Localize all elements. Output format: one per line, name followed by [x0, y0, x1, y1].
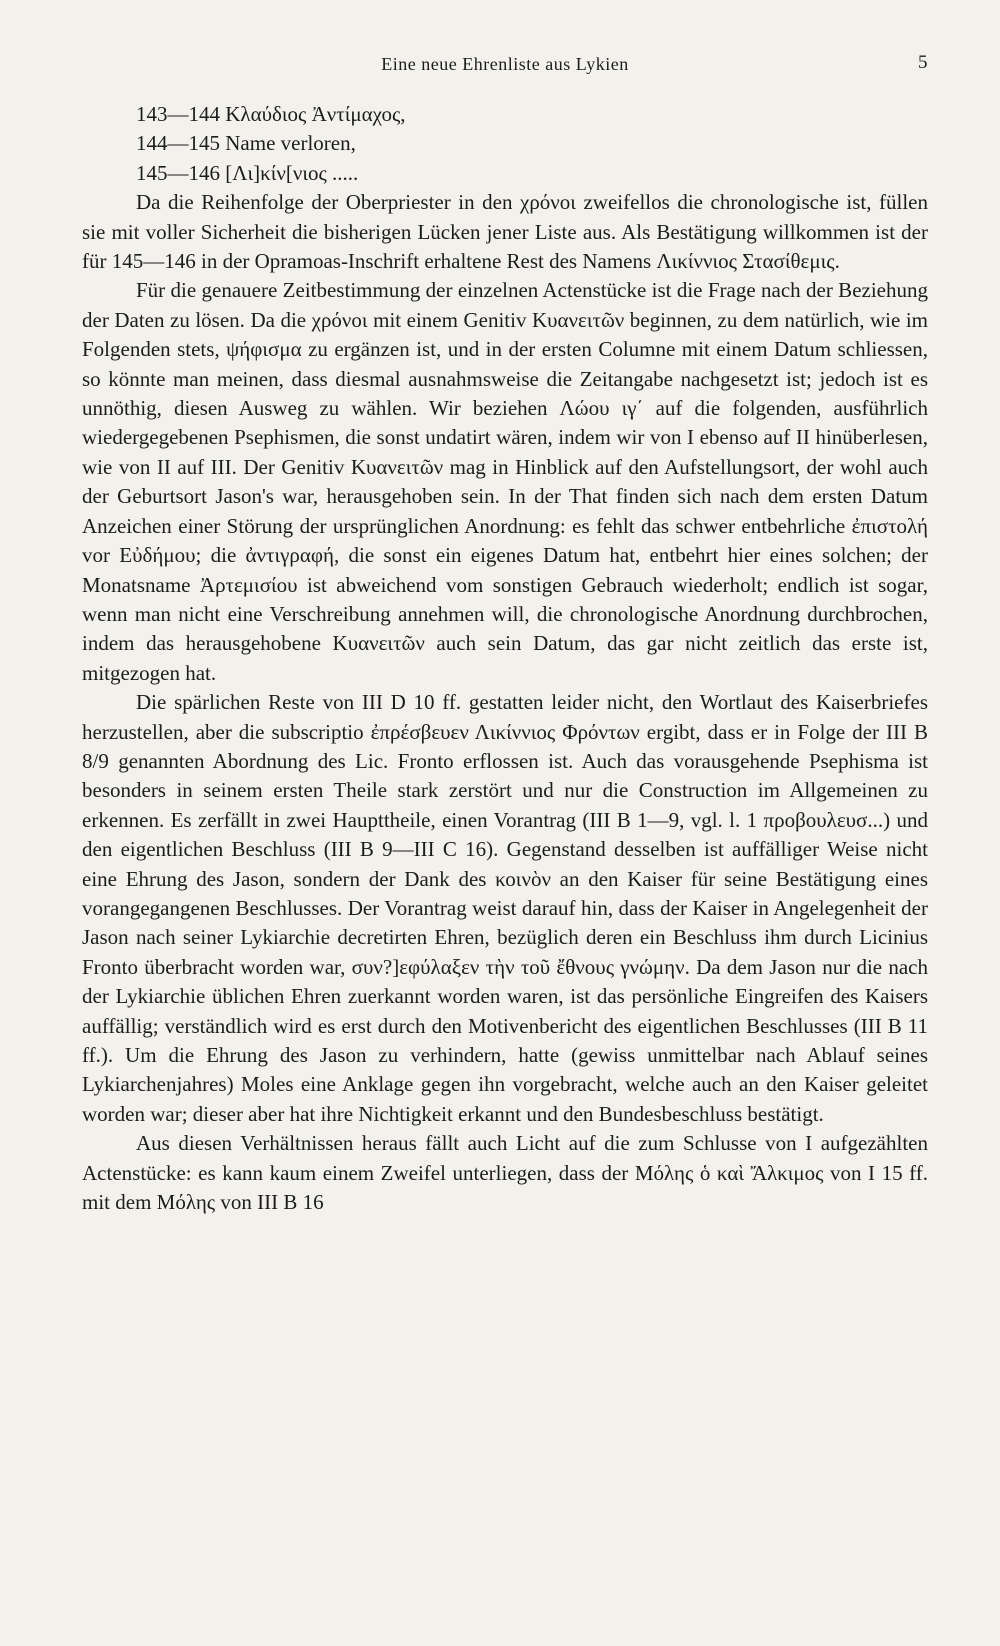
- paragraph: Die spärlichen Reste von III D 10 ff. gestatten leider nicht, den Wortlaut des Kaiserbriefes herzustellen, aber die subscriptio ἐπρέσβευεν Λικίννιος Φρόντων ergibt, dass er in Folge der III B 8/9 genannten Abordnung des Lic. Fronto erflossen ist. Auch das vorausgehende Psephisma ist besonders in seinem ersten Theile stark zerstört und nur die Construction im Allgemeinen zu erkennen. Es zerfällt in zwei Haupttheile, einen Vorantrag (III B 1—9, vgl. l. 1 προβουλευσ...) und den eigentlichen Beschluss (III B 9—III C 16). Gegenstand desselben ist auffälliger Weise nicht eine Ehrung des Jason, sondern der Dank des κοινὸν an den Kaiser für seine Bestätigung eines vorangegangenen Beschlusses. Der Vorantrag weist darauf hin, dass der Kaiser in Angelegenheit der Jason nach seiner Lykiarchie decretirten Ehren, bezüglich deren ein Beschluss ihm durch Licinius Fronto überbracht worden war, συν?]εφύλαξεν τὴν τοῦ ἔθνους γνώμην. Da dem Jason nur die nach der Lykiarchie üblichen Ehren zuerkannt worden waren, ist das persönliche Eingreifen des Kaisers auffällig; verständlich wird es erst durch den Motivenbericht des eigentlichen Beschlusses (III B 11 ff.). Um die Ehrung des Jason zu verhindern, hatte (gewiss unmittelbar nach Ablauf seines Lykiarchenjahres) Moles eine Anklage gegen ihn vorgebracht, welche auch an den Kaiser geleitet worden war; dieser aber hat ihre Nichtigkeit erkannt und den Bundesbeschluss bestätigt.: [82, 690, 928, 1126]
- list-item: 143—144 Κλαύδιος Ἀντίμαχος,: [136, 102, 406, 126]
- list-item: 145—146 [Λι]κίν[νιος .....: [136, 160, 359, 185]
- paragraph: Für die genauere Zeitbestimmung der einzelnen Actenstücke ist die Frage nach der Beziehung der Daten zu lösen. Da die χρόνοι mit einem Genitiv Κυανειτῶν beginnen, zu dem natürlich, wie im Folgenden stets, ψήφισμα zu ergänzen ist, und in der ersten Columne mit einem Datum schliessen, so könnte man meinen, dass diesmal ausnahmsweise die Zeitangabe nachgesetzt ist; jedoch ist es unnöthig, diesen Ausweg zu wählen. Wir beziehen Λώου ιγ΄ auf die folgenden, ausführlich wiedergegebenen Psephismen, die sonst undatirt wären, indem wir von I ebenso auf II hinüberlesen, wie von II auf III. Der Genitiv Κυανειτῶν mag in Hinblick auf den Aufstellungsort, der wohl auch der Geburtsort Jason's war, herausgehoben sein. In der That finden sich nach dem ersten Datum Anzeichen einer Störung der ursprünglichen Anordnung: es fehlt das schwer entbehrliche ἐπιστολή vor Εὐδήμου; die ἀντιγραφή, die sonst ein eigenes Datum hat, entbehrt hier eines solchen; der Monatsname Ἀρτεμισίου ist abweichend vom sonstigen Gebrauch wiederholt; endlich ist sogar, wenn man nicht eine Verschreibung annehmen will, die chronologische Anordnung durchbrochen, indem das herausgehobene Κυανειτῶν auch sein Datum, das gar nicht zeitlich das erste ist, mitgezogen hat.: [82, 278, 928, 685]
- page-number: 5: [918, 52, 928, 73]
- high-priest-list: [82, 100, 928, 188]
- running-header: [82, 48, 928, 88]
- list-item: 144—145 Name verloren,: [136, 131, 356, 156]
- running-title: Eine neue Ehrenliste aus Lykien: [381, 54, 629, 74]
- paragraph: Da die Reihenfolge der Oberpriester in den χρόνοι zweifellos die chronologische ist, füllen sie mit voller Sicherheit die bisherigen Lücken jener Liste aus. Als Bestätigung willkommen ist der für 145—146 in der Opramoas-Inschrift erhaltene Rest des Namens Λικίννιος Στασίθεμις.: [82, 190, 928, 274]
- paragraph: Aus diesen Verhältnissen heraus fällt auch Licht auf die zum Schlusse von I aufgezählten Actenstücke: es kann kaum einem Zweifel unterliegen, dass der Μόλης ὁ καὶ Ἄλκιμος von I 15 ff. mit dem Μόλης von III B 16: [82, 1131, 928, 1215]
- body-text: [82, 188, 928, 1217]
